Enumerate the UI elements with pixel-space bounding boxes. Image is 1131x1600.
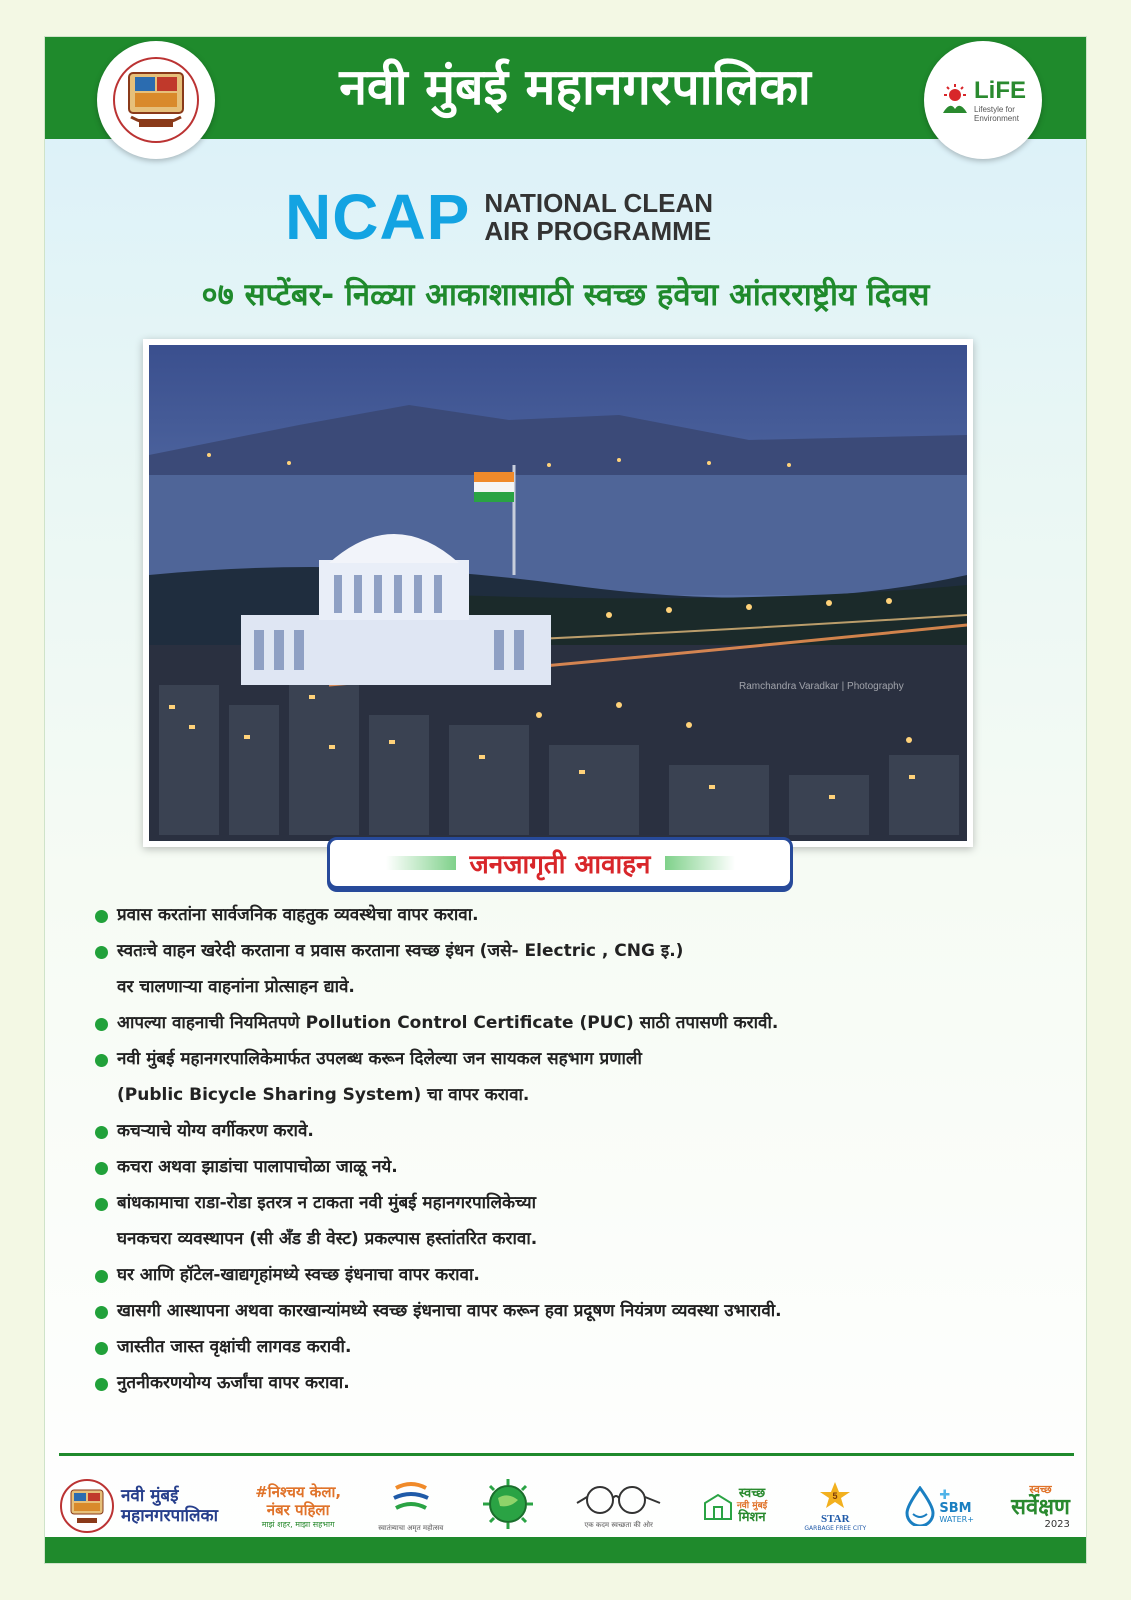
ncap-acronym: NCAP xyxy=(285,181,471,253)
poster xyxy=(44,36,1087,1564)
water-drop-icon xyxy=(903,1486,937,1526)
bullet-dot-icon xyxy=(95,1054,108,1067)
swachh-bharat-caption: एक कदम स्वच्छता की ओर xyxy=(584,1520,653,1529)
sarv-line1: स्वच्छ xyxy=(1029,1483,1052,1496)
bullet-dot-icon xyxy=(95,1378,108,1391)
city-night-photo xyxy=(149,345,967,841)
footer-swachh-bharat xyxy=(574,1483,664,1530)
appeal-item-line1: खासगी आस्थापना अथवा कारखान्यांमध्ये स्वच्छ इंधनाचा वापर करून हवा प्रदूषण नियंत्रण व्यवस्था उभारावी. xyxy=(117,1301,782,1321)
appeal-item-line1: नवी मुंबई महानगरपालिकेमार्फत उपलब्ध करून दिलेल्या जन सायकल सहभाग प्रणाली xyxy=(117,1049,642,1069)
appeal-item-line1: आपल्या वाहनाची नियमितपणे Pollution Control Certificate (PUC) साठी तपासणी करावी. xyxy=(117,1013,779,1033)
footer-amrit-mahotsav xyxy=(378,1480,443,1533)
life-subtitle-1: Lifestyle for xyxy=(974,105,1015,114)
nmmc-emblem-logo xyxy=(97,41,215,159)
appeal-item-line1: प्रवास करतांना सार्वजनिक वाहतुक व्यवस्थेचा वापर करावा. xyxy=(117,905,479,925)
life-logo xyxy=(924,41,1042,159)
star-number: 5 xyxy=(832,1491,838,1501)
mission-line2: नवी मुंबई xyxy=(736,1501,768,1511)
appeal-item-line2: वर चालणाऱ्या वाहनांना प्रोत्साहन द्यावे. xyxy=(117,977,355,997)
building-outline-icon xyxy=(701,1489,735,1523)
photo-watermark: Ramchandra Varadkar | Photography xyxy=(739,681,904,692)
footer-nmmc xyxy=(59,1478,218,1534)
bullet-dot-icon xyxy=(95,1162,108,1175)
bullet-dot-icon xyxy=(95,1018,108,1031)
appeal-list xyxy=(95,897,1065,1401)
appeal-item xyxy=(95,1005,1065,1041)
appeal-item-line1: बांधकामाचा राडा-रोडा इतरत्र न टाकता नवी मुंबई महानगरपालिकेच्या xyxy=(117,1193,537,1213)
appeal-item xyxy=(95,1293,1065,1329)
appeal-item xyxy=(95,1185,1065,1257)
appeal-item-line1: घर आणि हॉटेल-खाद्यगृहांमध्ये स्वच्छ इंधनाचा वापर करावा. xyxy=(117,1265,480,1285)
bullet-dot-icon xyxy=(95,910,108,923)
appeal-item-line1: नुतनीकरणयोग्य ऊर्जांचा वापर करावा. xyxy=(117,1373,350,1393)
life-word: LiFE xyxy=(974,77,1026,104)
nmmc-emblem-icon xyxy=(111,55,201,145)
bullet-dot-icon xyxy=(95,1270,108,1283)
sarv-line2: सर्वेक्षण xyxy=(1011,1495,1070,1520)
amrit-mahotsav-icon xyxy=(386,1480,436,1520)
nishchay-sub: माझं शहर, माझा सहभाग xyxy=(261,1519,335,1529)
banner-left-bar xyxy=(386,856,456,870)
footer-sarvekshan xyxy=(1011,1482,1070,1530)
bullet-dot-icon xyxy=(95,946,108,959)
nishchay-line2: नंबर पहिला xyxy=(266,1500,330,1519)
footer-sbm-water xyxy=(903,1486,974,1526)
date-headline: ०७ सप्टेंबर- निळ्या आकाशासाठी स्वच्छ हवेचा आंतरराष्ट्रीय दिवस xyxy=(201,277,930,313)
sbm-sub: WATER+ xyxy=(939,1514,974,1524)
amrit-caption: स्वातंत्र्याचा अमृत महोत्सव xyxy=(378,1523,444,1532)
mission-line3: मिशन xyxy=(738,1510,766,1525)
bullet-dot-icon xyxy=(95,1306,108,1319)
banner-title: जनजागृती आवाहन xyxy=(469,850,651,880)
sbm-word: SBM xyxy=(939,1500,972,1516)
footer-mission xyxy=(701,1487,767,1525)
footer-separator xyxy=(59,1453,1074,1456)
mission-line1: स्वच्छ xyxy=(738,1486,766,1501)
appeal-item-line1: स्वतःचे वाहन खरेदी करताना व प्रवास करताना स्वच्छ इंधन (जसे- Electric , CNG इ.) xyxy=(117,941,684,961)
ncap-heading xyxy=(285,181,714,253)
city-night-illustration xyxy=(149,345,967,841)
appeal-item xyxy=(95,1365,1065,1401)
sarv-year: 2023 xyxy=(1044,1519,1070,1530)
appeal-item xyxy=(95,1041,1065,1113)
bottom-bar xyxy=(45,1537,1086,1563)
header-title: नवी मुंबई महानगरपालिका xyxy=(339,58,811,116)
appeal-item-line2: घनकचरा व्यवस्थापन (सी अँड डी वेस्ट) प्रकल्पास हस्तांतरित करावा. xyxy=(117,1229,538,1249)
appeal-item xyxy=(95,1329,1065,1365)
footer-nishchay xyxy=(255,1483,341,1530)
photo-frame xyxy=(143,339,973,847)
nmmc-small-emblem-icon xyxy=(59,1478,115,1534)
footer-nmmc-line1: नवी मुंबई xyxy=(121,1486,179,1506)
gandhi-glasses-icon xyxy=(574,1483,664,1517)
footer-star-rating xyxy=(804,1480,866,1532)
star-sub: GARBAGE FREE CITY xyxy=(804,1525,867,1532)
ncap-full-line2: AIR PROGRAMME xyxy=(484,216,712,246)
bullet-dot-icon xyxy=(95,1198,108,1211)
green-globe-icon xyxy=(480,1476,536,1532)
appeal-item-line2: (Public Bicycle Sharing System) चा वापर करावा. xyxy=(117,1085,530,1105)
banner-right-bar xyxy=(665,856,735,870)
awareness-banner xyxy=(327,837,793,889)
appeal-item xyxy=(95,1257,1065,1293)
sbm-plus-icon: ✚ xyxy=(939,1487,951,1503)
life-subtitle-2: Environment xyxy=(974,114,1019,123)
appeal-item xyxy=(95,1113,1065,1149)
appeal-item xyxy=(95,1149,1065,1185)
appeal-item-line1: कचऱ्याचे योग्य वर्गीकरण करावे. xyxy=(117,1121,314,1141)
appeal-item xyxy=(95,897,1065,933)
ncap-full-line1: NATIONAL CLEAN xyxy=(484,188,714,218)
star-icon xyxy=(818,1480,852,1510)
footer-nmmc-line2: महानगरपालिका xyxy=(121,1506,219,1526)
appeal-item-line1: जास्तीत जास्त वृक्षांची लागवड करावी. xyxy=(117,1337,352,1357)
appeal-item xyxy=(95,933,1065,1005)
bullet-dot-icon xyxy=(95,1342,108,1355)
footer-globe-logo xyxy=(480,1476,536,1536)
star-word: STAR xyxy=(821,1513,850,1525)
bullet-dot-icon xyxy=(95,1126,108,1139)
appeal-item-line1: कचरा अथवा झाडांचा पालापाचोळा जाळू नये. xyxy=(117,1157,398,1177)
life-sun-leaf-icon xyxy=(940,83,970,117)
nishchay-line1: #निश्चय केला, xyxy=(255,1482,342,1501)
